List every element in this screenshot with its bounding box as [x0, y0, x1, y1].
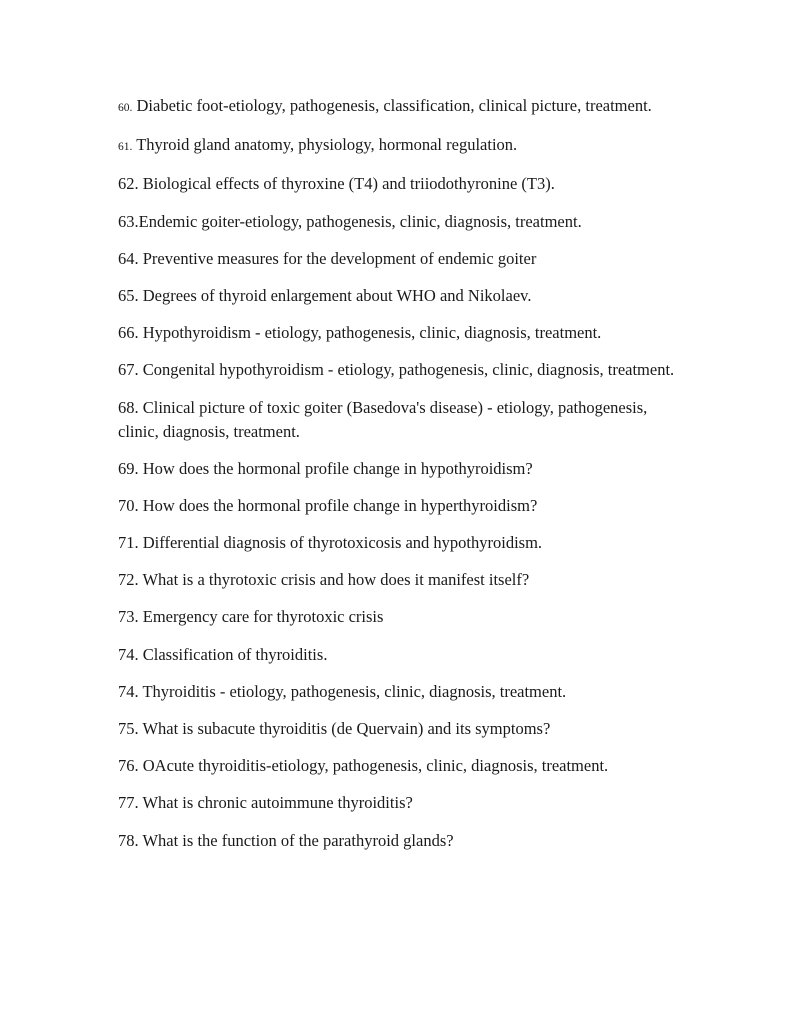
item-text: How does the hormonal profile change in hypothyroidism? — [138, 458, 533, 478]
item-text: Endemic goiter-etiology, pathogenesis, clinic, diagnosis, treatment. — [138, 211, 582, 231]
item-text: Degrees of thyroid enlargement about WHO and Nikolaev. — [138, 285, 532, 305]
item-number: 66. — [118, 323, 139, 343]
item-text: How does the hormonal profile change in hyperthyroidism? — [138, 495, 538, 515]
item-number: 61. — [118, 141, 133, 154]
list-item — [118, 457, 678, 481]
item-text: Biological effects of thyroxine (T4) and triiodothyronine (T3). — [138, 174, 555, 194]
item-text: Emergency care for thyrotoxic crisis — [138, 607, 384, 627]
list-item — [118, 494, 678, 518]
list-item — [118, 247, 678, 271]
list-item — [118, 133, 678, 159]
list-item — [118, 358, 678, 382]
list-item — [118, 717, 678, 741]
list-item — [118, 680, 678, 704]
list-item — [118, 210, 678, 234]
item-number: 70. — [118, 495, 139, 515]
item-text: Hypothyroidism - etiology, pathogenesis, clinic, diagnosis, treatment. — [138, 323, 602, 343]
list-item — [118, 568, 678, 592]
item-text: Thyroiditis - etiology, pathogenesis, clinic, diagnosis, treatment. — [138, 681, 567, 701]
item-text: OAcute thyroiditis-etiology, pathogenesis, clinic, diagnosis, treatment. — [138, 756, 609, 776]
item-number: 64. — [118, 248, 139, 268]
item-number: 78. — [118, 830, 139, 850]
item-number: 77. — [118, 793, 139, 813]
item-text: Thyroid gland anatomy, physiology, hormonal regulation. — [132, 135, 518, 155]
item-number: 72. — [118, 570, 139, 590]
item-text: Differential diagnosis of thyrotoxicosis and hypothyroidism. — [138, 533, 543, 553]
list-item — [118, 172, 678, 196]
item-number: 71. — [118, 533, 139, 553]
item-number: 75. — [118, 719, 139, 738]
item-text: Congenital hypothyroidism - etiology, pathogenesis, clinic, diagnosis, treatment. — [138, 360, 675, 380]
list-item — [118, 605, 678, 629]
item-number: 65. — [118, 285, 139, 305]
item-number: 67. — [118, 360, 139, 380]
item-text: Preventive measures for the development of endemic goiter — [138, 248, 537, 268]
item-number: 73. — [118, 607, 139, 627]
item-number: 62. — [118, 174, 139, 194]
item-number: 69. — [118, 458, 139, 478]
item-text: Clinical picture of toxic goiter (Basedova's disease) - etiology, pathogenesis, clinic, diagnosis, treatment. — [118, 397, 648, 441]
item-number: 63. — [118, 211, 139, 231]
list-item — [118, 531, 678, 555]
item-number: 76. — [118, 756, 139, 776]
item-number: 60. — [118, 102, 133, 114]
list-item — [118, 321, 678, 345]
item-text: What is the function of the parathyroid glands? — [138, 830, 454, 850]
item-number: 74. — [118, 644, 139, 664]
item-text: Diabetic foot-etiology, pathogenesis, classification, clinical picture, treatment. — [132, 96, 652, 115]
question-list — [118, 94, 678, 866]
item-number: 68. — [118, 397, 139, 417]
item-text: What is subacute thyroiditis (de Quervain) and its symptoms? — [138, 719, 551, 738]
list-item — [118, 791, 678, 815]
item-text: What is chronic autoimmune thyroiditis? — [138, 793, 413, 813]
list-item — [118, 284, 678, 308]
list-item — [118, 396, 678, 444]
list-item — [118, 643, 678, 667]
list-item — [118, 94, 678, 120]
item-text: What is a thyrotoxic crisis and how does it manifest itself? — [138, 570, 530, 590]
item-number: 74. — [118, 681, 139, 701]
list-item — [118, 754, 678, 778]
list-item — [118, 829, 678, 853]
item-text: Classification of thyroiditis. — [138, 644, 328, 664]
